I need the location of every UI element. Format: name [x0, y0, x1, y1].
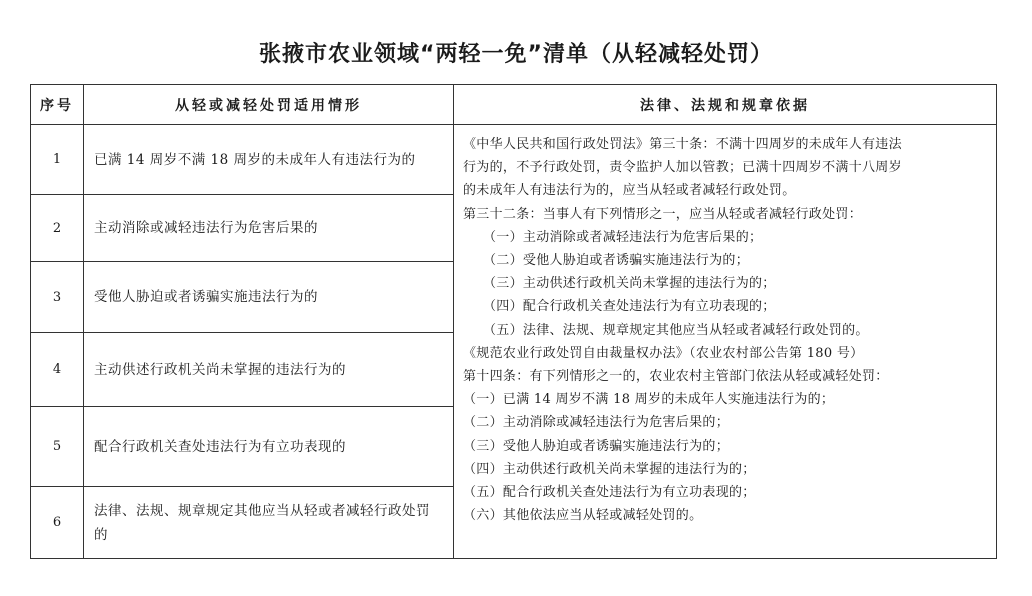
basis-line: （六）其他依法应当从轻或减轻处罚的。 — [463, 508, 703, 524]
basis-line: （一）已满 14 周岁不满 18 周岁的未成年人实施违法行为的； — [463, 392, 835, 408]
basis-line: 《中华人民共和国行政处罚法》第三十条：不满十四周岁的未成年人有违法 — [463, 137, 902, 152]
basis-line: 的未成年人有违法行为的，应当从轻或者减轻行政处罚。 — [463, 183, 796, 199]
basis-line: 第十四条：有下列情形之一的，农业农村主管部门依法从轻或减轻处罚： — [463, 369, 889, 385]
row-situation: 主动消除或减轻违法行为危害后果的 — [84, 195, 454, 262]
basis-line: （二）主动消除或减轻违法行为危害后果的； — [463, 415, 730, 431]
penalty-table — [30, 84, 997, 559]
basis-line: （三）主动供述行政机关尚未掌握的违法行为的； — [483, 276, 776, 292]
row-situation: 主动供述行政机关尚未掌握的违法行为的 — [84, 333, 454, 407]
row-situation: 受他人胁迫或者诱骗实施违法行为的 — [84, 262, 454, 333]
basis-line: （四）配合行政机关查处违法行为有立功表现的； — [483, 299, 776, 315]
row-seq: 1 — [31, 125, 84, 195]
basis-line: （三）受他人胁迫或者诱骗实施违法行为的； — [463, 438, 730, 454]
basis-line: （一）主动消除或者减轻违法行为危害后果的； — [483, 229, 763, 245]
row-situation: 已满 14 周岁不满 18 周岁的未成年人有违法行为的 — [84, 125, 454, 195]
row-seq: 2 — [31, 195, 84, 262]
basis-line: 第三十二条：当事人有下列情形之一，应当从轻或者减轻行政处罚： — [463, 206, 863, 222]
basis-line: （五）法律、法规、规章规定其他应当从轻或者减轻行政处罚的。 — [483, 322, 869, 338]
basis-line: 《规范农业行政处罚自由裁量权办法》（农业农村部公告第 180 号） — [463, 345, 864, 361]
row-seq: 5 — [31, 407, 84, 487]
table-row — [31, 125, 997, 195]
header-situation: 从轻或减轻处罚适用情形 — [84, 85, 454, 125]
row-seq: 4 — [31, 333, 84, 407]
row-seq: 6 — [31, 487, 84, 559]
basis-line: （五）配合行政机关查处违法行为有立功表现的； — [463, 485, 756, 501]
row-situation: 配合行政机关查处违法行为有立功表现的 — [84, 407, 454, 487]
row-seq: 3 — [31, 262, 84, 333]
header-basis: 法律、法规和规章依据 — [454, 85, 997, 125]
basis-line: （二）受他人胁迫或者诱骗实施违法行为的； — [483, 253, 750, 269]
table-header-row — [31, 85, 997, 125]
basis-line: （四）主动供述行政机关尚未掌握的违法行为的； — [463, 461, 756, 477]
page-title: 张掖市农业领域“两轻一免”清单（从轻减轻处罚） — [259, 42, 773, 67]
header-seq: 序号 — [31, 85, 84, 125]
row-situation: 法律、法规、规章规定其他应当从轻或者减轻行政处罚的 — [84, 487, 454, 559]
basis-line: 行为的，不予行政处罚，责令监护人加以管教；已满十四周岁不满十八周岁 — [463, 160, 902, 176]
legal-basis-cell — [454, 125, 997, 559]
